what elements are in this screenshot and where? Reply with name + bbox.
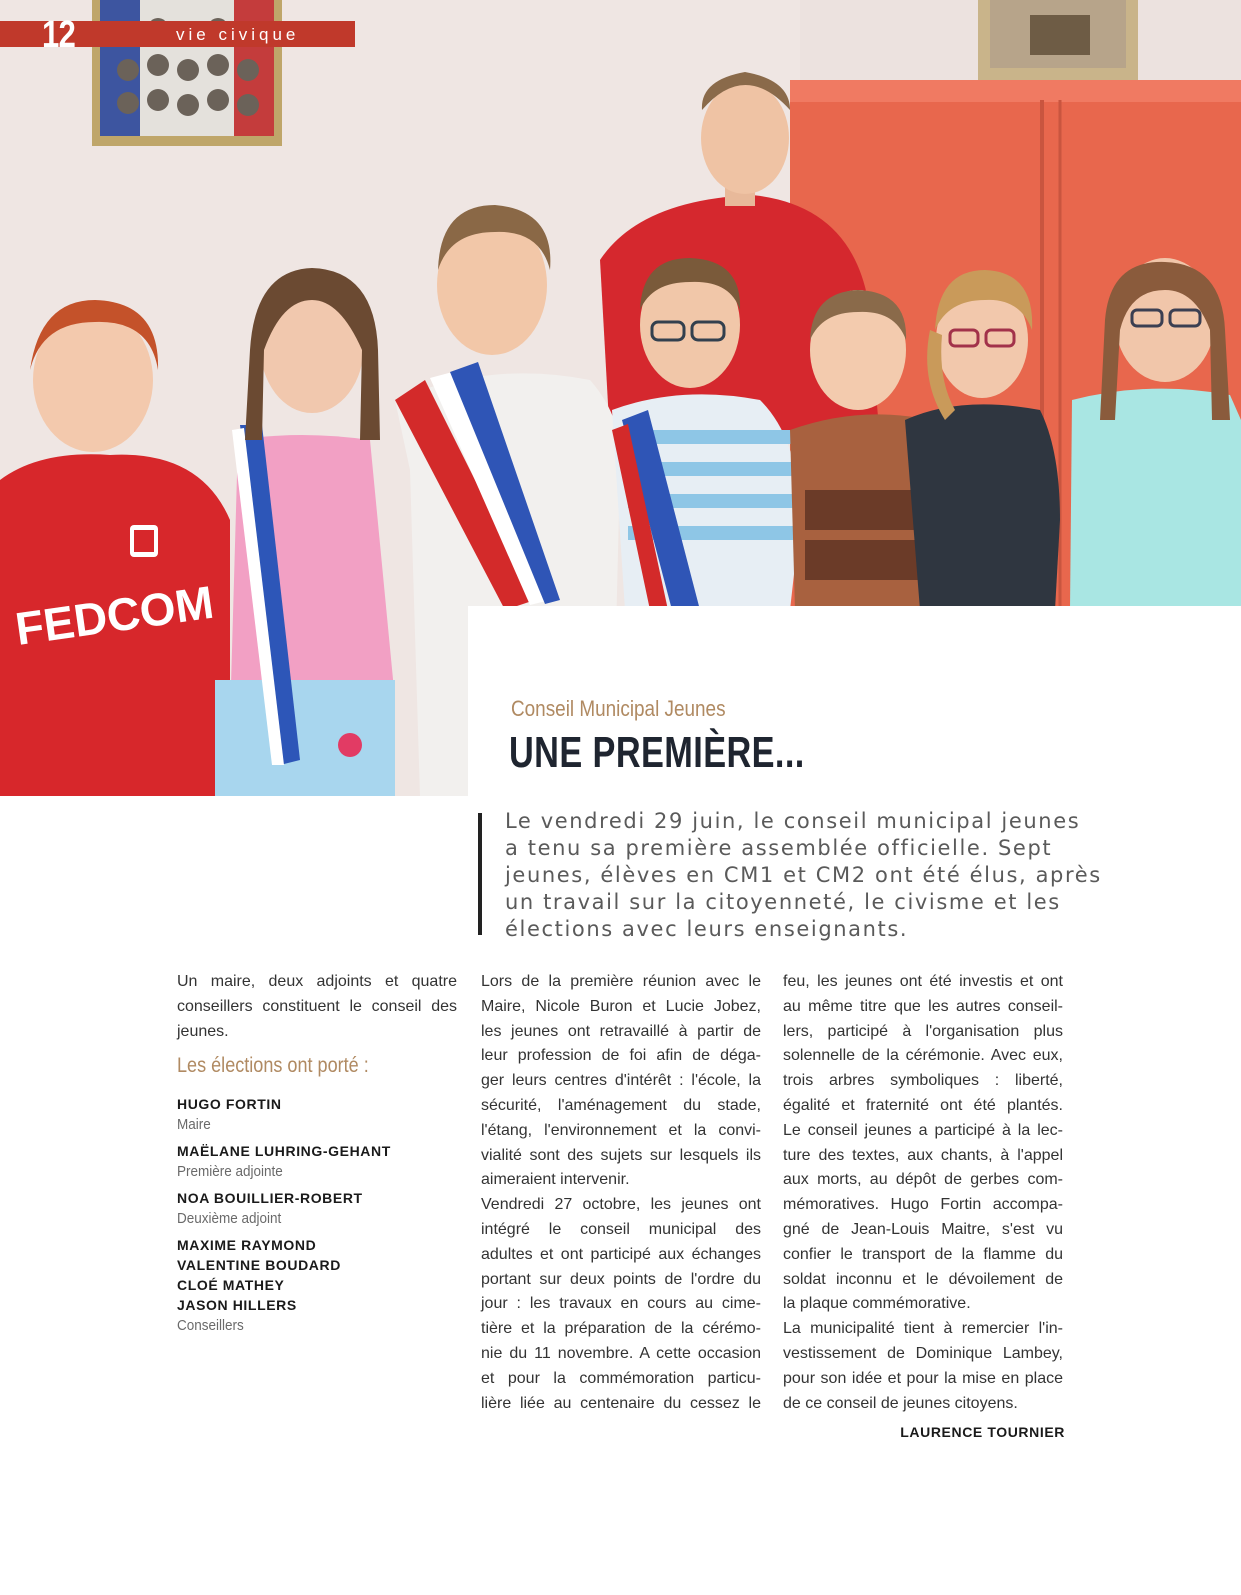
roster-name: JASON HILLERS — [177, 1297, 297, 1313]
roster-name: VALENTINE BOUDARD — [177, 1257, 341, 1273]
body-column-1 — [177, 970, 457, 1044]
framed-picture — [978, 0, 1138, 80]
body-line: Un maire, deux adjoints et quatre — [177, 973, 457, 990]
body-line: conseillers constituent le conseil des — [177, 997, 457, 1015]
body-line: confier le transport de la flamme du — [783, 1245, 1063, 1263]
body-line: la plaque commémorative. — [783, 1295, 971, 1313]
roster-name: HUGO FORTIN — [177, 1096, 282, 1112]
body-line: Maire, Nicole Buron et Lucie Jobez, — [481, 997, 761, 1015]
body-line: Le conseil jeunes a participé à la lec- — [783, 1121, 1063, 1139]
body-line: vestissement de Dominique Lambey, — [783, 1344, 1063, 1362]
lead-line: Le vendredi 29 juin, le conseil municipal jeunes — [505, 809, 1081, 833]
body-line: lière liée au centenaire du cessez le — [481, 1394, 761, 1412]
roster-role: Conseillers — [177, 1317, 244, 1334]
body-line: pour son idée et pour la mise en place — [783, 1369, 1063, 1387]
author-signature: LAURENCE TOURNIER — [900, 1424, 1065, 1440]
body-line: nie du 11 novembre. A cette occasion — [481, 1344, 761, 1362]
body-line: portant sur deux points de l'ordre du — [481, 1270, 761, 1288]
body-line: vialité sont des sujets sur lesquels ils — [481, 1146, 761, 1164]
lead-line: a tenu sa première assemblée officielle. Sept — [505, 836, 1053, 860]
body-column-3 — [783, 970, 1063, 1416]
body-line: jour : les travaux en cours au cime- — [481, 1295, 761, 1313]
body-column-2 — [481, 970, 761, 1416]
body-line: au même titre que les autres conseil- — [783, 997, 1063, 1015]
body-line: et pour la commémoration particu- — [481, 1369, 761, 1387]
body-line: Lors de la première réunion avec le — [481, 973, 761, 990]
body-line: Vendredi 27 octobre, les jeunes ont — [481, 1196, 761, 1214]
article-title: UNE PREMIÈRE... — [509, 728, 805, 777]
body-line: leur profession de foi afin de déga- — [481, 1047, 761, 1065]
elections-heading: Les élections ont porté : — [177, 1054, 369, 1077]
body-line: l'étang, l'environnement et la convi- — [481, 1121, 761, 1139]
roster-role: Maire — [177, 1116, 211, 1133]
page-number: 12 — [42, 14, 76, 56]
lead-line: jeunes, élèves en CM1 et CM2 ont été élus, après — [505, 863, 1102, 887]
article-kicker: Conseil Municipal Jeunes — [511, 696, 726, 721]
section-label: vie civique — [176, 25, 300, 44]
roster-name: MAËLANE LUHRING-GEHANT — [177, 1143, 391, 1159]
body-line: les jeunes ont retravaillé à partir de — [481, 1022, 761, 1040]
lead-line: un travail sur la citoyenneté, le civisme et les — [505, 890, 1061, 914]
lead-line: élections avec leurs enseignants. — [505, 917, 909, 941]
body-line: ger leurs centres d'intérêt : l'école, la — [481, 1072, 761, 1090]
body-line: gné de Jean-Louis Maitre, s'est vu — [783, 1220, 1063, 1238]
body-line: solennelle de la cérémonie. Avec eux, — [783, 1047, 1063, 1065]
shirt-text: FEDCOM — [12, 575, 217, 655]
body-line: aux morts, au dépôt de gerbes com- — [783, 1171, 1063, 1189]
body-line: trois arbres symboliques : liberté, — [783, 1072, 1063, 1090]
body-line: tière et la préparation de la cérémo- — [481, 1320, 761, 1338]
body-line: intégré le conseil municipal des — [481, 1220, 761, 1238]
body-line: de ce conseil de jeunes citoyens. — [783, 1394, 1018, 1412]
body-line: ture des textes, aux chants, à l'appel — [783, 1146, 1063, 1164]
roster-name: CLOÉ MATHEY — [177, 1277, 285, 1293]
body-line: mémoratives. Hugo Fortin accompa- — [783, 1196, 1063, 1214]
roster-name: MAXIME RAYMOND — [177, 1237, 317, 1253]
election-roster — [177, 1094, 467, 1342]
group-photo — [0, 0, 1241, 796]
body-line: La municipalité tient à remercier l'in- — [783, 1320, 1063, 1338]
body-line: aimeraient intervenir. — [481, 1171, 630, 1189]
body-line: lers, participé à l'organisation plus — [783, 1022, 1063, 1040]
roster-name: NOA BOUILLIER-ROBERT — [177, 1190, 363, 1206]
article-lead — [505, 808, 1102, 943]
body-line: feu, les jeunes ont été investis et ont — [783, 973, 1063, 990]
body-line: sécurité, l'aménagement du stade, — [481, 1096, 761, 1114]
body-line: soldat inconnu et le dévoilement de — [783, 1270, 1063, 1288]
roster-role: Deuxième adjoint — [177, 1210, 282, 1227]
body-line: adultes et ont participé aux échanges — [481, 1245, 761, 1263]
body-line: égalité et fraternité ont été plantés. — [783, 1096, 1063, 1114]
roster-role: Première adjointe — [177, 1163, 283, 1180]
lead-rule — [478, 813, 482, 935]
body-line: jeunes. — [177, 1022, 229, 1040]
